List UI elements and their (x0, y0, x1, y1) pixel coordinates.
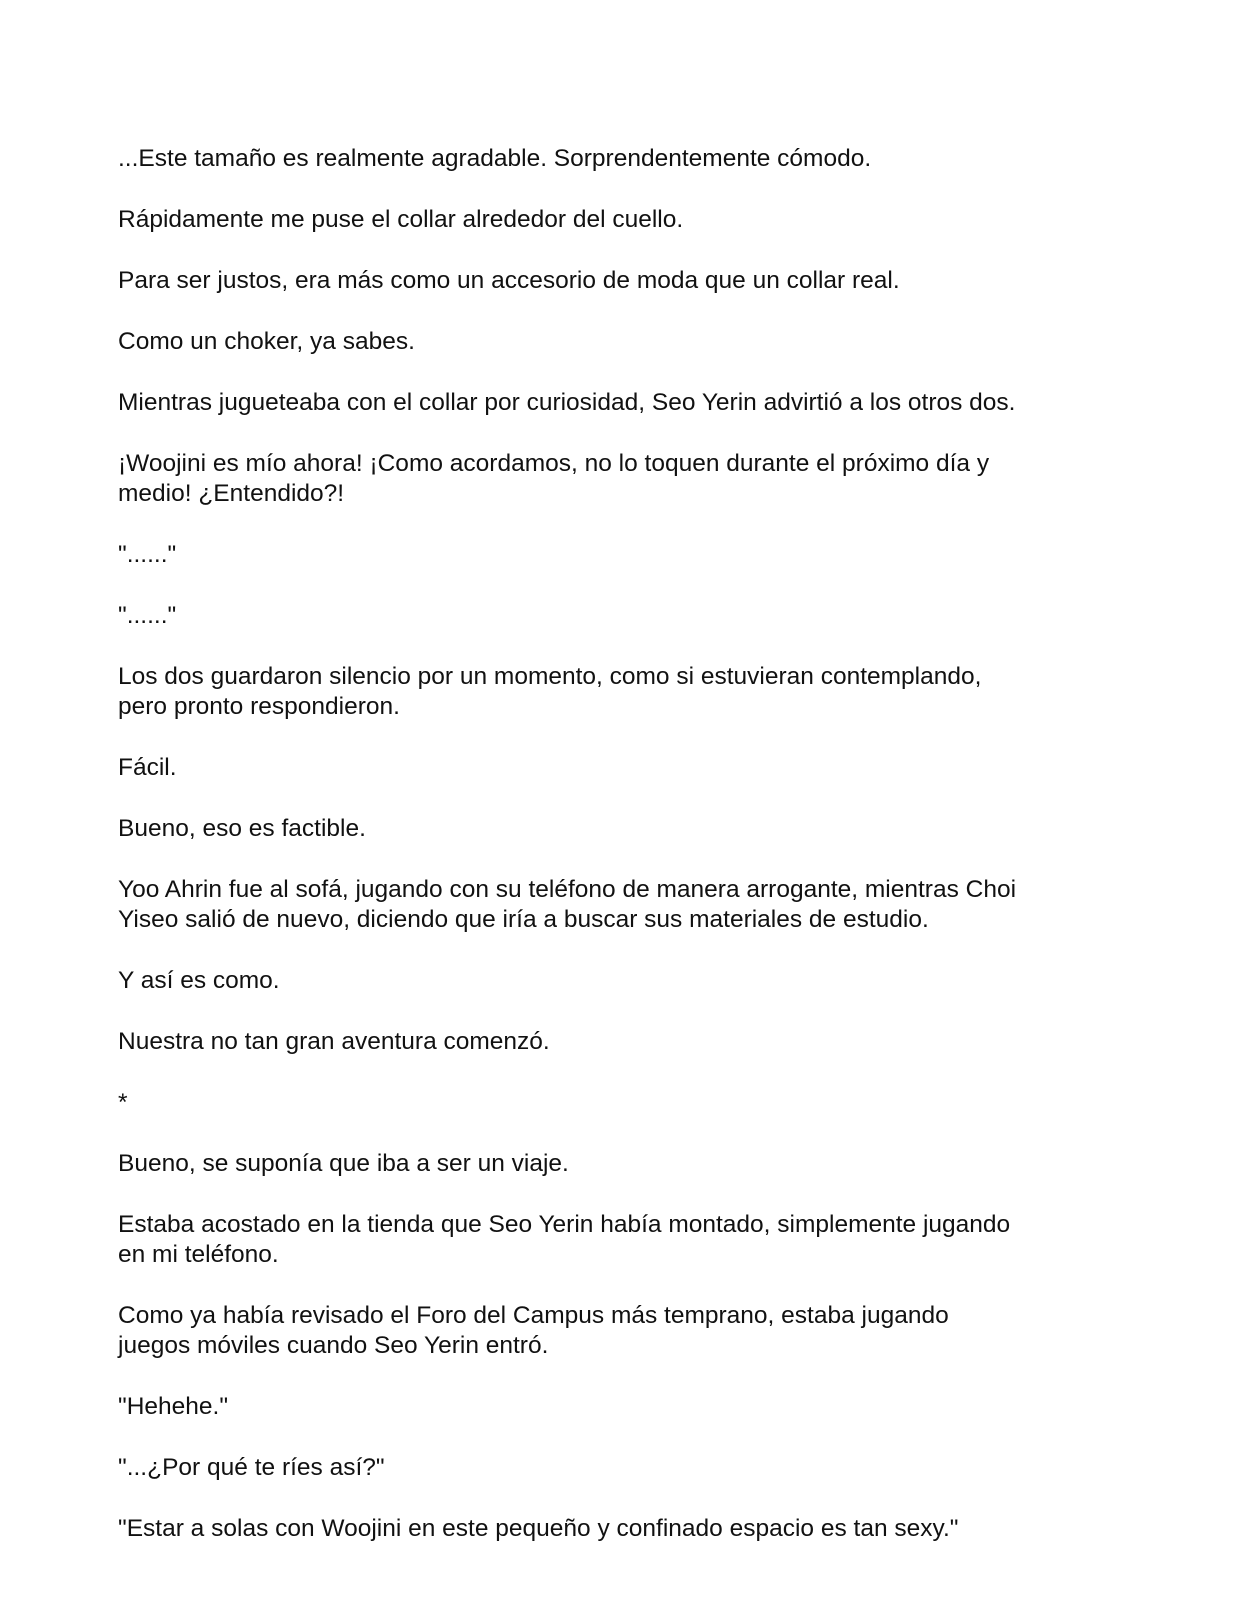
paragraph: Como ya había revisado el Foro del Campus más temprano, estaba jugando juegos móviles cuando Seo Yerin entró. (118, 1302, 949, 1359)
paragraph: Para ser justos, era más como un accesorio de moda que un collar real. (118, 267, 900, 294)
paragraph: Estaba acostado en la tienda que Seo Yerin había montado, simplemente jugando en mi teléfono. (118, 1211, 1011, 1268)
paragraph: ¡Woojini es mío ahora! ¡Como acordamos, no lo toquen durante el próximo día y medio! ¿Entendido?! (118, 450, 990, 507)
document-body (118, 144, 1123, 1575)
paragraph: "......" (118, 541, 177, 568)
paragraph: Mientras jugueteaba con el collar por curiosidad, Seo Yerin advirtió a los otros dos. (118, 389, 1016, 416)
paragraph: "......" (118, 602, 177, 629)
paragraph: Bueno, eso es factible. (118, 815, 366, 842)
paragraph: Y así es como. (118, 967, 280, 994)
paragraph: ...Este tamaño es realmente agradable. Sorprendentemente cómodo. (118, 145, 872, 172)
paragraph: Bueno, se suponía que iba a ser un viaje. (118, 1150, 569, 1177)
paragraph: "...¿Por qué te ríes así?" (118, 1454, 385, 1481)
paragraph: Como un choker, ya sabes. (118, 328, 415, 355)
scene-break: * (118, 1089, 128, 1116)
paragraph: Fácil. (118, 754, 177, 781)
paragraph: Rápidamente me puse el collar alrededor del cuello. (118, 206, 684, 233)
paragraph: Yoo Ahrin fue al sofá, jugando con su teléfono de manera arrogante, mientras Choi Yiseo salió de nuevo, diciendo que iría a buscar sus materiales de estudio. (118, 876, 1017, 933)
paragraph: "Estar a solas con Woojini en este pequeño y confinado espacio es tan sexy." (118, 1515, 959, 1542)
paragraph: Los dos guardaron silencio por un momento, como si estuvieran contemplando, pero pronto respondieron. (118, 663, 982, 720)
paragraph: "Hehehe." (118, 1393, 229, 1420)
paragraph: Nuestra no tan gran aventura comenzó. (118, 1028, 550, 1055)
